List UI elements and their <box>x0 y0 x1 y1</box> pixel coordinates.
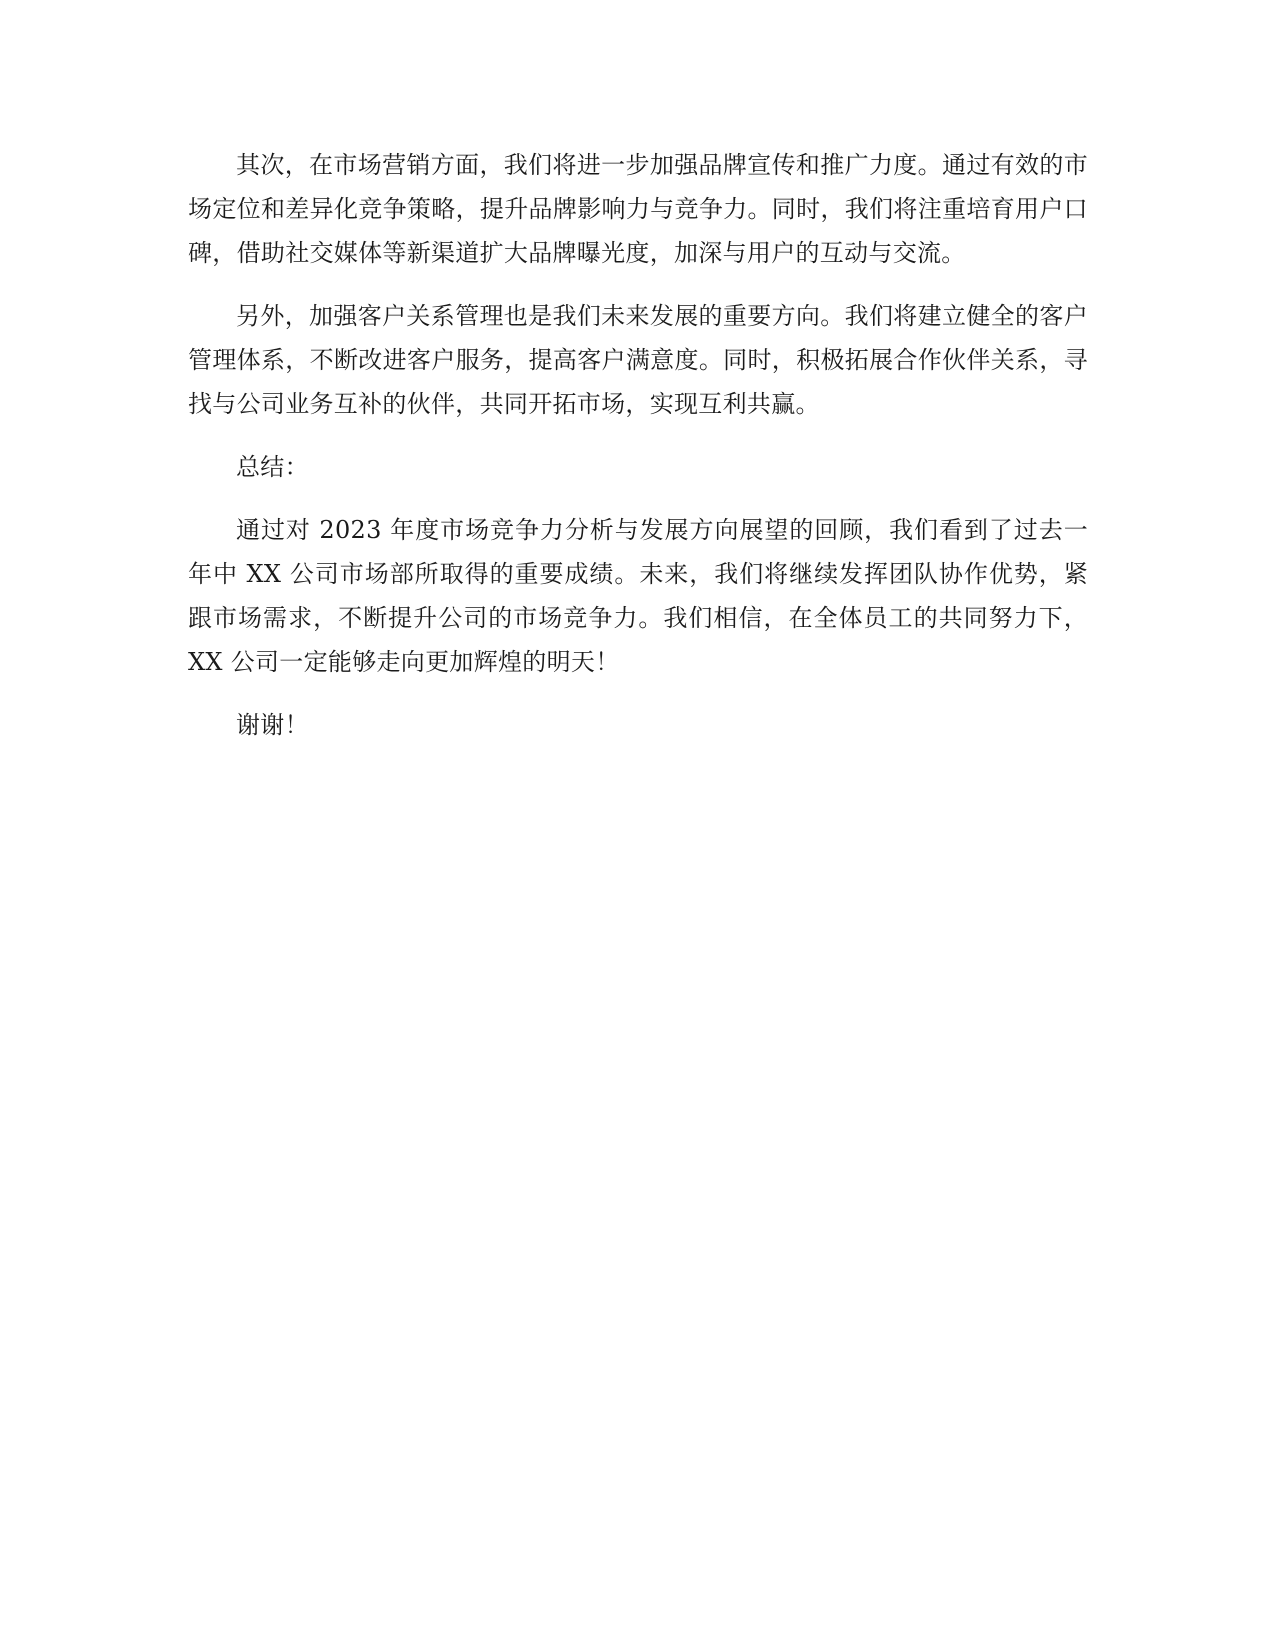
closing-thanks: 谢谢！ <box>236 711 309 739</box>
summary-heading: 总结： <box>236 453 309 481</box>
paragraph-marketing: 其次，在市场营销方面，我们将进一步加强品牌宣传和推广力度。通过有效的市场定位和差异化竞争策略，提升品牌影响力与竞争力。同时，我们将注重培育用户口碑，借助社交媒体等新渠道扩大品牌曝光度，加深与用户的互动与交流。 <box>188 151 1088 267</box>
paragraph-customer-relations: 另外，加强客户关系管理也是我们未来发展的重要方向。我们将建立健全的客户管理体系，不断改进客户服务，提高客户满意度。同时，积极拓展合作伙伴关系，寻找与公司业务互补的伙伴，共同开拓市场，实现互利共赢。 <box>188 302 1088 418</box>
document-body <box>188 143 1088 766</box>
paragraph-summary: 通过对 2023 年度市场竞争力分析与发展方向展望的回顾，我们看到了过去一年中 XX 公司市场部所取得的重要成绩。未来，我们将继续发挥团队协作优势，紧跟市场需求，不断提升公司的市场竞争力。我们相信，在全体员工的共同努力下，XX 公司一定能够走向更加辉煌的明天！ <box>188 516 1088 676</box>
